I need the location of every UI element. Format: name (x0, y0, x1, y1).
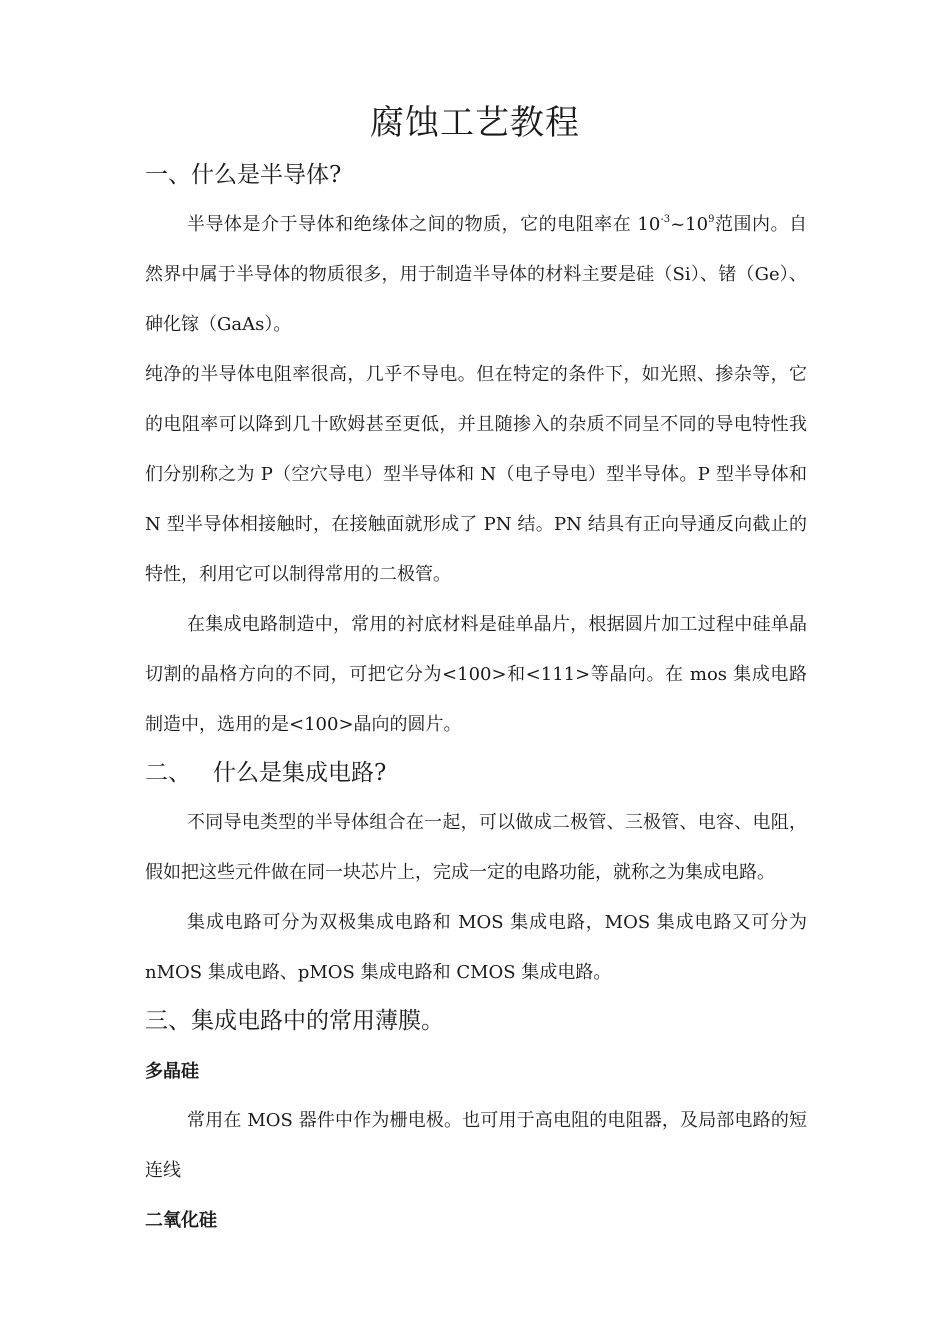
subheading-silicon-dioxide: 二氧化硅 (145, 1210, 217, 1231)
paragraph-text-range: ~10 (670, 214, 709, 235)
subheading-polysilicon: 多晶硅 (145, 1061, 199, 1082)
section-1-paragraph-2: 纯净的半导体电阻率很高，几乎不导电。但在特定的条件下，如光照、掺杂等，它的电阻率可以降到几十欧姆甚至更低，并且随掺入的杂质不同呈不同的导电特性我们分别称之为 P（空穴导电）型半导体和 N（电子导电）型半导体。P 型半导体和 N 型半导体相接触时，在接触面就形成了 PN 结。PN 结具有正向导通反向截止的特性，利用它可以制得常用的二极管。 (145, 364, 807, 585)
section-2-paragraph-1: 不同导电类型的半导体组合在一起，可以做成二极管、三极管、电容、电阻，假如把这些元件做在同一块芯片上，完成一定的电路功能，就称之为集成电路。 (145, 812, 807, 883)
section-2-title: 什么是集成电路? (213, 760, 387, 786)
section-3-heading: 三、集成电路中的常用薄膜。 (145, 1008, 444, 1034)
paragraph-text-start: 半导体是介于导体和绝缘体之间的物质，它的电阻率在 10 (187, 214, 661, 235)
exponent-negative-3: -3 (660, 214, 671, 225)
document-title: 腐蚀工艺教程 (370, 103, 580, 143)
section-2-heading (145, 756, 386, 790)
section-2-number: 二、 (145, 760, 191, 786)
section-1-heading: 一、什么是半导体? (145, 162, 342, 188)
section-2-paragraph-2: 集成电路可分为双极集成电路和 MOS 集成电路，MOS 集成电路又可分为 nMOS 集成电路、pMOS 集成电路和 CMOS 集成电路。 (145, 912, 807, 983)
exponent-9: 9 (708, 214, 715, 225)
polysilicon-paragraph: 常用在 MOS 器件中作为栅电极。也可用于高电阻的电阻器，及局部电路的短连线 (145, 1110, 807, 1181)
paragraph-text-end: 范围内。自然界中属于半导体的物质很多，用于制造半导体的材料主要是硅（Si）、锗（Ge）、砷化镓（GaAs）。 (145, 214, 808, 335)
section-1-paragraph-3: 在集成电路制造中，常用的衬底材料是硅单晶片，根据圆片加工过程中硅单晶切割的晶格方向的不同，可把它分为<100>和<111>等晶向。在 mos 集成电路制造中，选用的是<100>晶向的圆片。 (145, 614, 807, 735)
section-1-paragraph-1 (145, 200, 807, 350)
